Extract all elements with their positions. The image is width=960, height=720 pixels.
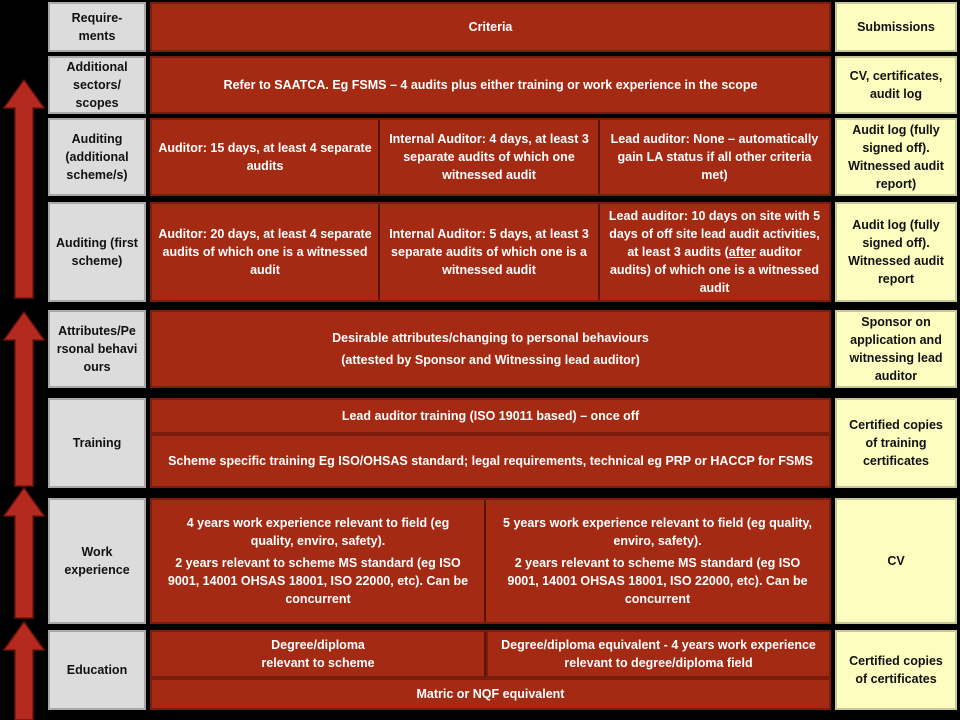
attributes-label-text: Attributes/Personal behaviours bbox=[56, 323, 138, 375]
education-equivalent bbox=[486, 630, 831, 678]
auditing-first-label-text: Auditing (first scheme) bbox=[56, 235, 138, 268]
work-experience-submission bbox=[835, 498, 957, 624]
auditing-additional-lead-auditor-text: Lead auditor: None – automatically gain LA status if all other criteria met) bbox=[610, 131, 819, 183]
training-submission bbox=[835, 398, 957, 488]
education-label-text: Education bbox=[66, 662, 128, 677]
training-label-text: Training bbox=[72, 435, 122, 450]
work-experience-right-p2: 2 years relevant to scheme MS standard (eg ISO 9001, 14001 OHSAS 18001, ISO 22000, etc). Can be concurrent bbox=[507, 555, 808, 607]
up-arrow-icon bbox=[2, 486, 46, 620]
training-submission-text: Certified copies of training certificates bbox=[849, 417, 943, 469]
auditing-first-internal-auditor-text: Internal Auditor: 5 days, at least 3 separate audits of which one is a witnessed audit bbox=[389, 226, 589, 278]
requirements-header bbox=[48, 2, 146, 52]
auditing-first-label bbox=[48, 202, 146, 302]
education-degree-line1: Degree/diploma bbox=[271, 637, 365, 652]
additional-sectors-criteria-text: Refer to SAATCA. Eg FSMS – 4 audits plus either training or work experience in the scope bbox=[223, 77, 758, 92]
work-experience-left-p2: 2 years relevant to scheme MS standard (eg ISO 9001, 14001 OHSAS 18001, ISO 22000, etc). Can be concurrent bbox=[167, 555, 469, 607]
training-scheme-criteria bbox=[150, 434, 831, 488]
auditing-additional-internal-auditor bbox=[380, 120, 600, 194]
auditing-first-lead-auditor bbox=[600, 204, 829, 300]
lead-auditor-text-end: auditor audits) of which one is a witnessed audit bbox=[609, 244, 820, 296]
auditing-additional-lead-auditor bbox=[600, 120, 829, 194]
auditing-additional-submission-text: Audit log (fully signed off). Witnessed audit report) bbox=[848, 122, 944, 192]
education-equivalent-text: Degree/diploma equivalent - 4 years work experience relevant to degree/diploma field bbox=[501, 637, 816, 670]
lead-auditor-text-underlined: after bbox=[728, 244, 756, 259]
attributes-criteria-line1: Desirable attributes/changing to personal behaviours bbox=[332, 330, 649, 345]
auditing-first-auditor-text: Auditor: 20 days, at least 4 separate audits of which one is a witnessed audit bbox=[158, 226, 372, 278]
auditing-additional-label-text: Auditing (additional scheme/s) bbox=[65, 131, 129, 183]
auditing-additional-criteria bbox=[150, 118, 831, 196]
education-submission bbox=[835, 630, 957, 710]
education-label bbox=[48, 630, 146, 710]
attributes-submission bbox=[835, 310, 957, 388]
auditing-first-submission-text: Audit log (fully signed off). Witnessed audit report bbox=[848, 217, 944, 287]
additional-sectors-criteria bbox=[150, 56, 831, 114]
education-matric-text: Matric or NQF equivalent bbox=[416, 686, 565, 701]
auditing-first-submission bbox=[835, 202, 957, 302]
attributes-label bbox=[48, 310, 146, 388]
work-experience-label bbox=[48, 498, 146, 624]
work-experience-label-text: Work experience bbox=[64, 544, 130, 577]
submissions-header bbox=[835, 2, 957, 52]
up-arrow-icon bbox=[2, 310, 46, 488]
criteria-header-label: Criteria bbox=[468, 19, 513, 34]
lead-auditor-text-start: Lead auditor: 10 days on site with 5 days of off site lead audit activities, at least 3 audits ( bbox=[608, 208, 821, 259]
work-experience-right bbox=[486, 500, 829, 622]
education-degree-line2: relevant to scheme bbox=[261, 656, 375, 670]
auditing-additional-submission bbox=[835, 118, 957, 196]
education-matric bbox=[150, 678, 831, 710]
work-experience-submission-text: CV bbox=[887, 553, 905, 568]
attributes-criteria-line2: (attested by Sponsor and Witnessing lead auditor) bbox=[341, 353, 640, 367]
auditing-additional-internal-auditor-text: Internal Auditor: 4 days, at least 3 separate audits of which one witnessed audit bbox=[389, 131, 589, 183]
education-submission-text: Certified copies of certificates bbox=[849, 653, 943, 686]
training-scheme-criteria-text: Scheme specific training Eg ISO/OHSAS standard; legal requirements, technical eg PRP or HACCP for FSMS bbox=[168, 453, 813, 468]
additional-sectors-label-text: Additional sectors/ scopes bbox=[66, 59, 128, 111]
work-experience-left-p1: 4 years work experience relevant to field (eg quality, enviro, safety). bbox=[186, 515, 450, 548]
up-arrow-icon bbox=[2, 78, 46, 300]
additional-sectors-label bbox=[48, 56, 146, 114]
auditing-first-criteria bbox=[150, 202, 831, 302]
education-degree bbox=[150, 630, 486, 678]
work-experience-right-p1: 5 years work experience relevant to field (eg quality, enviro, safety). bbox=[503, 515, 812, 548]
work-experience-left bbox=[152, 500, 486, 622]
auditing-first-auditor bbox=[152, 204, 380, 300]
up-arrow-icon bbox=[2, 620, 46, 720]
submissions-header-label: Submissions bbox=[857, 19, 935, 34]
additional-sectors-submission-text: CV, certificates, audit log bbox=[849, 68, 943, 101]
training-label bbox=[48, 398, 146, 488]
criteria-header bbox=[150, 2, 831, 52]
additional-sectors-submission bbox=[835, 56, 957, 114]
auditing-additional-auditor-text: Auditor: 15 days, at least 4 separate audits bbox=[158, 140, 372, 173]
requirements-header-label: Require-ments bbox=[71, 10, 123, 43]
training-lead-criteria-text: Lead auditor training (ISO 19011 based) – once off bbox=[341, 408, 640, 423]
auditing-first-internal-auditor bbox=[380, 204, 600, 300]
attributes-criteria bbox=[150, 310, 831, 388]
training-lead-criteria bbox=[150, 398, 831, 434]
auditing-additional-auditor bbox=[152, 120, 380, 194]
auditing-additional-label bbox=[48, 118, 146, 196]
work-experience-criteria bbox=[150, 498, 831, 624]
attributes-submission-text: Sponsor on application and witnessing lead auditor bbox=[849, 314, 943, 384]
auditing-first-lead-auditor-text bbox=[606, 207, 823, 298]
